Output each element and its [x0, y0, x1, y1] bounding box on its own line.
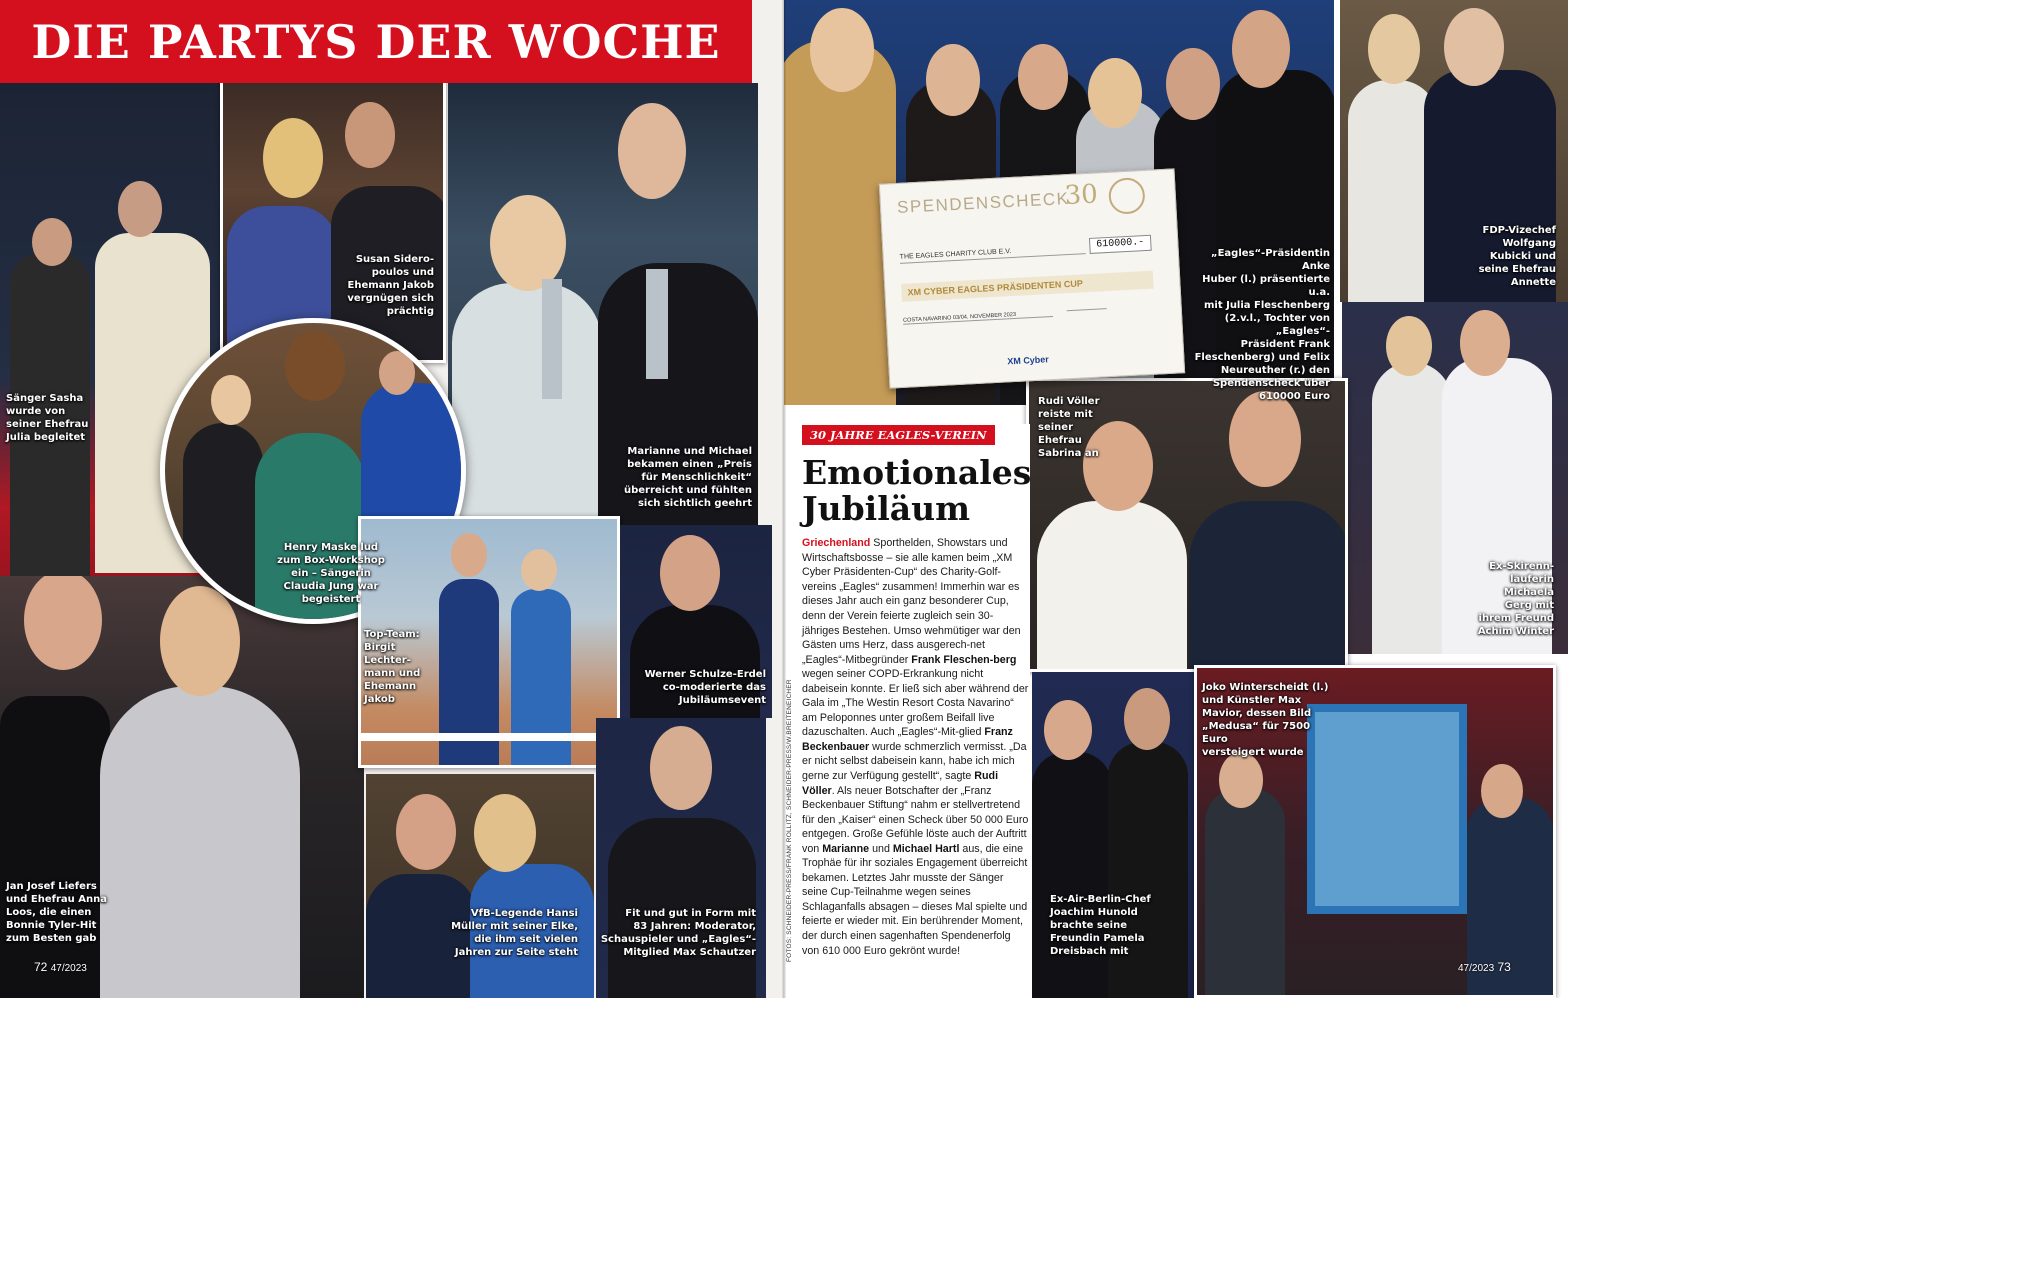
article-kicker: 30 JAHRE EAGLES-VEREIN [802, 425, 995, 445]
article-segment-9: und [869, 842, 893, 855]
article-segment-2: Frank Fleschen-berg [911, 653, 1017, 666]
left-issue: 47/2023 [50, 963, 87, 974]
page-gutter [782, 0, 786, 998]
page-title: DIE PARTYS DER WOCHE [31, 14, 721, 69]
check-amount: 610000.- [1089, 235, 1152, 254]
caption-henry: Henry Maske lud zum Box-Workshop ein – Sängerin Claudia Jung war begeistert [277, 542, 385, 605]
article-segment-4: Franz Beckenbauer [802, 726, 1013, 753]
article-segment-10: Michael Hartl [892, 842, 960, 855]
caption-sasha: Sänger Sasha wurde von seiner Ehefrau Julia begleitet [6, 393, 89, 443]
right-page [784, 0, 1568, 998]
left-folio [34, 960, 87, 974]
photo-credit-text: FOTOS: SCHNEIDER-PRESS/FRANK ROLLITZ, SCHNEIDER-PRESS/W.BREITENEICHER [786, 679, 793, 962]
check-heading: SPENDENSCHECK [896, 188, 1070, 217]
article-segment-11: aus, die eine Trophäe für ihr soziales Engagement überreicht bekamen. Letztes Jahr musste der Sänger seine Cup-Teilnahme wegen seines Schlaganfalls absagen – dieses Mal spielte und feierte er wieder mit. Ein berührender Moment, der durch einen sagenhaften Spendenerfolg von 610 000 Euro gekrönt wurde! [802, 842, 1028, 957]
right-page-number: 73 [1497, 960, 1511, 974]
caption-kubicki: FDP-Vizechef Wolfgang Kubicki und seine Ehefrau Annette [1478, 225, 1556, 288]
article-segment-5: wurde schmerzlich vermisst. „Da er nicht selbst dabeisein kann, habe ich mich gerne zur Verfügung gestellt“, sagte [802, 740, 1027, 782]
caption-susan: Susan Sidero- poulos und Ehemann Jakob vergnügen sich prächtig [347, 254, 434, 317]
caption-schautzer: Fit und gut in Form mit 83 Jahren: Moderator, Schauspieler und „Eagles“- Mitglied Max Schautzer [600, 908, 756, 958]
article-segment-3: wegen seiner COPD-Erkrankung nicht dabeisein konnte. Er ließ sich aber während der Gala im „The Westin Resort Costa Navarino“ am Peloponnes unter großem Beifall live dazuschalten. Auch „Eagles“-Mit-glied [802, 668, 1029, 739]
caption-huber: „Eagles“-Präsidentin Anke Huber (l.) präsentierte u.a. mit Julia Fleschenberg (2.v.l., Tochter von „Eagles“- Präsident Frank Fleschenberg) und Felix Neureuther (r.) den Spendenscheck über 610000 Euro [1194, 248, 1330, 402]
check-30-logo: 30 [1063, 179, 1099, 212]
title-band [0, 0, 752, 83]
caption-liefers: Jan Josef Liefers und Ehefrau Anna Loos, die einen Bonnie Tyler-Hit zum Besten gab [6, 881, 107, 944]
check-org: THE EAGLES CHARITY CLUB E.V. [900, 244, 1086, 264]
article-segment-8: Marianne [822, 842, 870, 855]
caption-marianne: Marianne und Michael bekamen einen „Preis für Menschlichkeit“ überreicht und fühlten sich sichtlich geehrt [623, 446, 752, 509]
right-folio [1458, 960, 1511, 974]
left-page [0, 0, 784, 998]
caption-hansi: VfB-Legende Hansi Müller mit seiner Elke, die ihm seit vielen Jahren zur Seite steht [451, 908, 578, 958]
caption-voeller: Rudi Völler reiste mit seiner Ehefrau Sabrina an [1038, 396, 1100, 459]
donation-check [879, 168, 1185, 388]
check-event: XM CYBER EAGLES PRÄSIDENTEN CUP [901, 271, 1154, 302]
photo-credit [786, 680, 802, 962]
check-date: COSTA NAVARINO 03/04. NOVEMBER 2023 [903, 310, 1053, 325]
caption-winterscheidt: Joko Winterscheidt (l.) und Künstler Max Mavior, dessen Bild „Medusa“ für 7500 Euro versteigert wurde [1202, 682, 1329, 758]
right-issue: 47/2023 [1458, 963, 1495, 974]
caption-gerg: Ex-Skirenn- läuferin Michaela Gerg mit ihrem Freund Achim Winter [1477, 561, 1554, 637]
eagles-seal-icon [1108, 177, 1146, 215]
signature-icon [1066, 291, 1107, 311]
article-segment-0: Griechenland [802, 537, 871, 550]
left-page-number: 72 [34, 960, 48, 974]
article-headline: Emotionales Jubiläum [802, 453, 1032, 528]
caption-hunold: Ex-Air-Berlin-Chef Joachim Hunold brachte seine Freundin Pamela Dreisbach mit [1050, 894, 1151, 957]
article-segment-7: . Als neuer Botschafter der „Franz Beckenbauer Stiftung“ nahm er stellvertretend für den „Kaiser“ einen Scheck über 50 000 Euro entgegen. Große Gefühle löste auch der Auftritt von [802, 784, 1029, 855]
check-sponsor-logo: XM Cyber [1007, 354, 1050, 367]
article-body [802, 536, 1030, 958]
caption-topteam: Top-Team: Birgit Lechter- mann und Ehemann Jakob [364, 629, 421, 705]
caption-werner: Werner Schulze-Erdel co-moderierte das Jubiläumsevent [644, 669, 766, 706]
article-segment-6: Rudi Völler [802, 770, 999, 797]
article-segment-1: Sporthelden, Showstars und Wirtschaftsbosse – sie alle kamen beim „XM Cyber Präsidenten-Cup“ des Charity-Golf-vereins „Eagles“ zusammen! Immerhin war es dieses Jahr auch ein ganz besonderer Cup, denn der Verein feierte zugleich sein 30-jähriges Bestehen. Umso wehmütiger war den Gästen ums Herz, dass ausgerech-net „Eagles“-Mitbegründer [802, 537, 1021, 666]
article [802, 424, 1030, 980]
photo-hansi [366, 774, 594, 998]
